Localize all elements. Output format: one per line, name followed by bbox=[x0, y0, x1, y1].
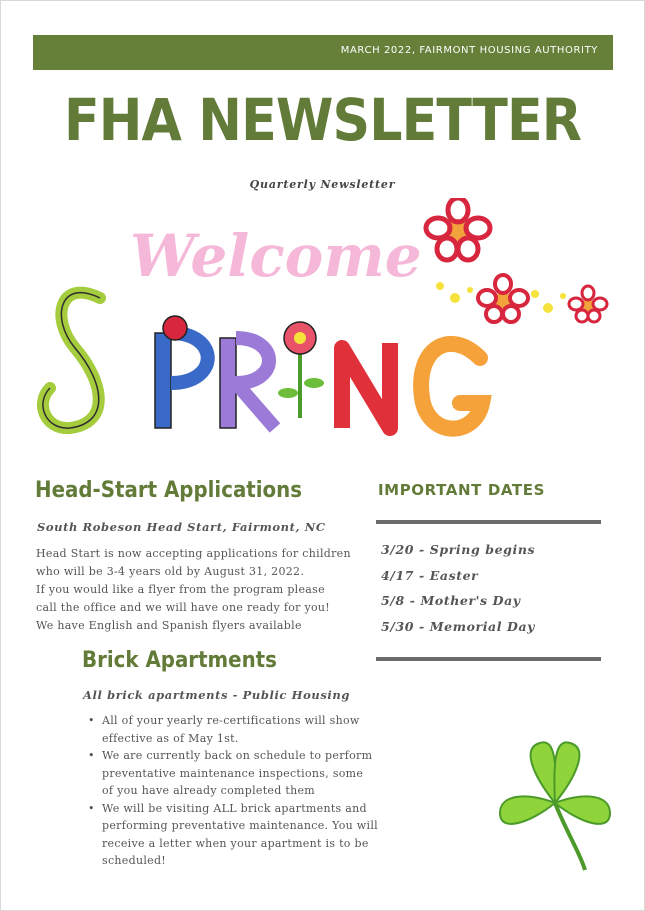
clover-icon bbox=[495, 738, 615, 873]
headstart-heading: Head-Start Applications bbox=[35, 478, 303, 503]
body-line: If you would like a flyer from the program please bbox=[36, 583, 325, 596]
list-item: • We will be visiting ALL brick apartments and performing preventative maintenance. You will receive a letter when your apartment is to be scheduled! bbox=[88, 800, 378, 870]
list-item: • We are currently back on schedule to perform preventative maintenance inspections, some of you have already completed them bbox=[88, 747, 378, 800]
body-line: Head Start is now accepting applications for children bbox=[36, 547, 351, 560]
important-dates-heading: IMPORTANT DATES bbox=[378, 481, 545, 499]
brick-heading: Brick Apartments bbox=[82, 648, 277, 673]
body-line: who will be 3-4 years old by August 31, 2022. bbox=[36, 565, 305, 578]
top-banner bbox=[33, 35, 613, 70]
list-item: • All of your yearly re-certifications will show effective as of May 1st. bbox=[88, 712, 378, 747]
body-line: call the office and we will have one ready for you! bbox=[36, 601, 331, 614]
newsletter-title: FHA NEWSLETTER bbox=[63, 86, 582, 154]
headstart-body bbox=[36, 545, 351, 635]
banner-text: MARCH 2022, FAIRMONT HOUSING AUTHORITY bbox=[340, 45, 598, 56]
welcome-text: Welcome bbox=[130, 222, 422, 290]
spring-lettering bbox=[43, 293, 482, 429]
divider bbox=[376, 520, 601, 524]
flower-icon bbox=[569, 286, 607, 322]
important-dates-list bbox=[381, 542, 535, 644]
brick-subheading: All brick apartments - Public Housing bbox=[83, 688, 350, 702]
newsletter-subtitle: Quarterly Newsletter bbox=[249, 178, 396, 191]
headstart-subheading: South Robeson Head Start, Fairmont, NC bbox=[37, 520, 326, 534]
welcome-spring-illustration bbox=[30, 198, 620, 453]
date-item: 3/20 - Spring begins bbox=[381, 542, 536, 557]
flower-icon bbox=[426, 198, 490, 260]
flower-icon bbox=[478, 275, 528, 322]
divider bbox=[376, 657, 601, 661]
brick-bullet-list bbox=[88, 712, 378, 870]
date-item: 5/8 - Mother's Day bbox=[381, 593, 521, 608]
date-item: 5/30 - Memorial Day bbox=[381, 618, 536, 634]
date-item: 4/17 - Easter bbox=[381, 567, 479, 583]
body-line: We have English and Spanish flyers available bbox=[36, 619, 302, 632]
